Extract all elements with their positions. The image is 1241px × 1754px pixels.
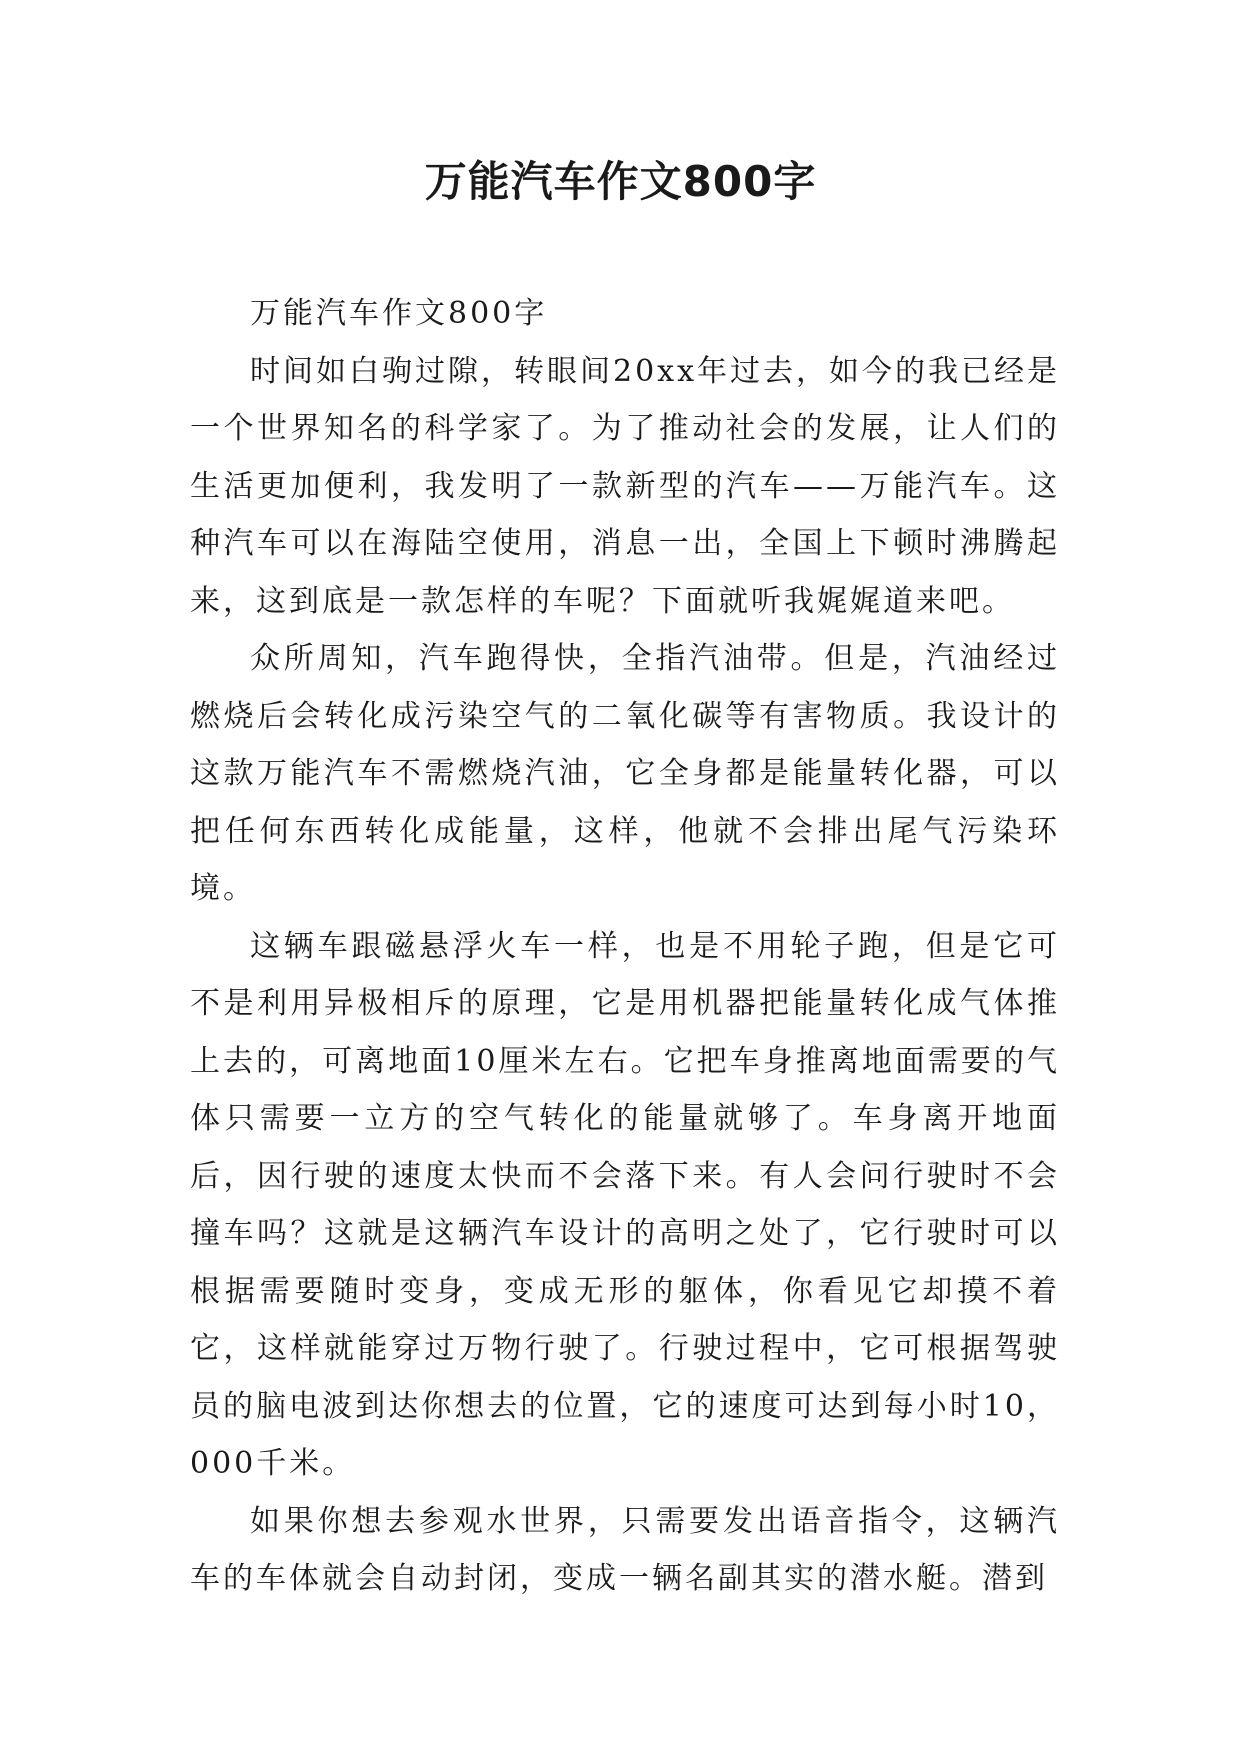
paragraph-water-world: 如果你想去参观水世界，只需要发出语音指令，这辆汽车的车体就会自动封闭，变成一辆名副其实的潜水艇。潜到 bbox=[190, 1503, 1060, 1596]
document-body bbox=[190, 285, 1060, 1608]
paragraph-intro: 时间如白驹过隙，转眼间20xx年过去，如今的我已经是一个世界知名的科学家了。为了推动社会的发展，让人们的生活更加便利，我发明了一款新型的汽车——万能汽车。这种汽车可以在海陆空使用，消息一出，全国上下顿时沸腾起来，这到底是一款怎样的车呢？下面就听我娓娓道来吧。 bbox=[190, 353, 1061, 619]
paragraph-maglev: 这辆车跟磁悬浮火车一样，也是不用轮子跑，但是它可不是利用异极相斥的原理，它是用机器把能量转化成气体推上去的，可离地面10厘米左右。它把车身推离地面需要的气体只需要一立方的空气转化的能量就够了。车身离开地面后，因行驶的速度太快而不会落下来。有人会问行驶时不会撞车吗？这就是这辆汽车设计的高明之处了，它行驶时可以根据需要随时变身，变成无形的躯体，你看见它却摸不着它，这样就能穿过万物行驶了。行驶过程中，它可根据驾驶员的脑电波到达你想去的位置，它的速度可达到每小时10，000千米。 bbox=[190, 928, 1060, 1481]
paragraph-subtitle: 万能汽车作文800字 bbox=[250, 296, 548, 331]
document-title: 万能汽车作文800字 bbox=[424, 157, 817, 206]
paragraph-energy: 众所周知，汽车跑得快，全指汽油带。但是，汽油经过燃烧后会转化成污染空气的二氧化碳等有害物质。我设计的这款万能汽车不需燃烧汽油，它全身都是能量转化器，可以把任何东西转化成能量，这样，他就不会排出尾气污染环境。 bbox=[190, 641, 1060, 906]
